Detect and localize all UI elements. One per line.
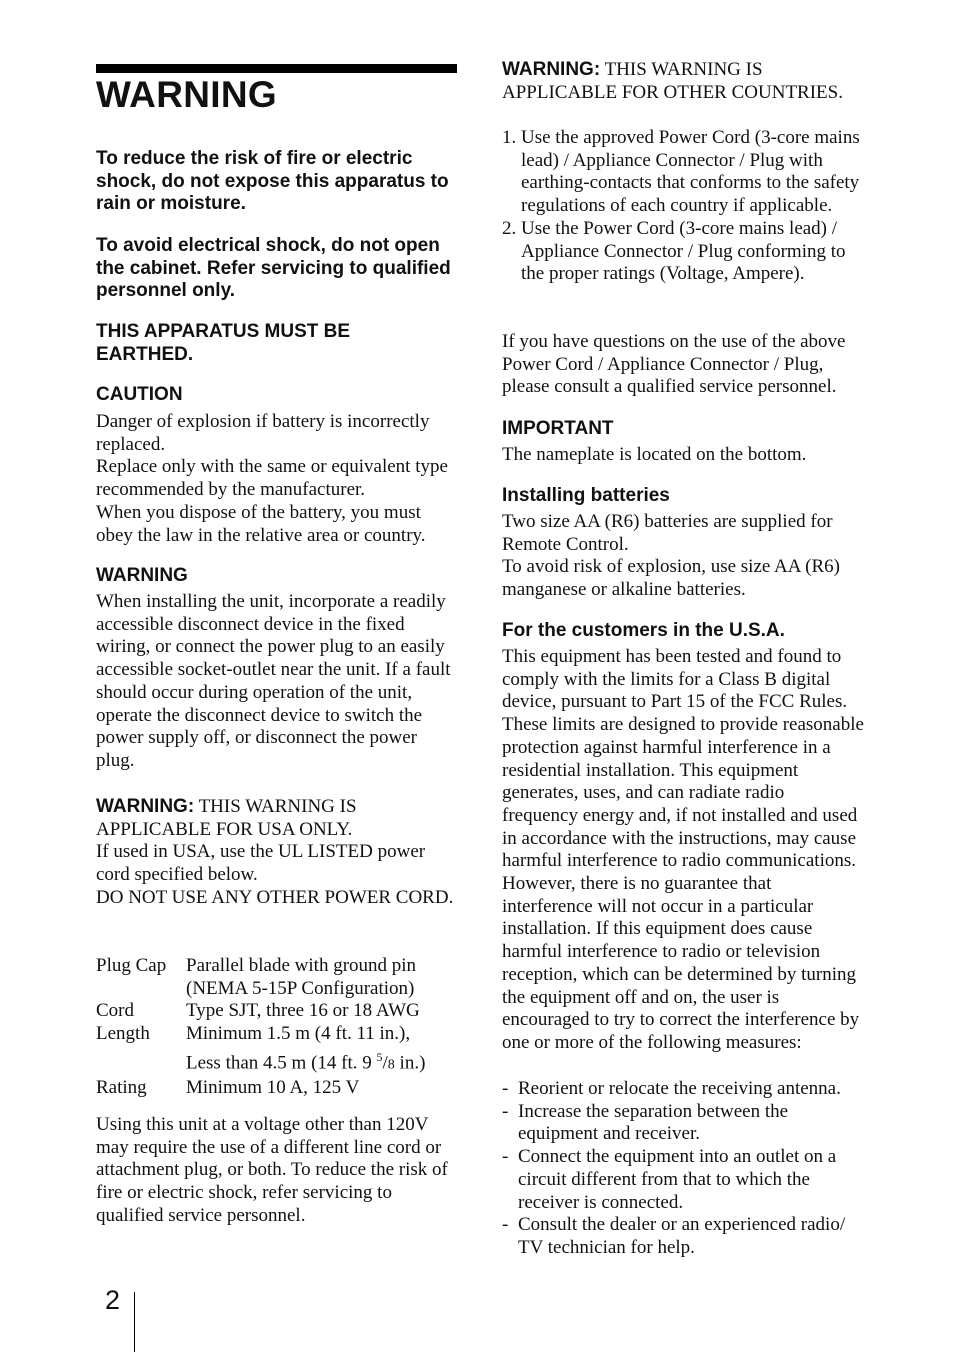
- list-dash: -: [502, 1146, 509, 1168]
- list-item-text: Use the Power Cord (3-core mains lead) / Appliance Connector / Plug conforming to the proper ratings (Voltage, Ampere).: [521, 217, 846, 285]
- caution-heading: CAUTION: [96, 384, 183, 405]
- questions-text: If you have questions on the use of the above Power Cord / Appliance Connector / Plug, please consult a qualified service personnel.: [502, 331, 846, 398]
- list-item-text: Reorient or relocate the receiving antenna.: [518, 1078, 841, 1099]
- spec-value: [186, 1023, 458, 1077]
- page-title: WARNING: [96, 74, 277, 115]
- list-dash: -: [502, 1078, 509, 1099]
- list-item: [502, 127, 864, 218]
- usa-warning-line: If used in USA, use the UL LISTED power cord specified below.: [96, 841, 426, 886]
- spec-value: [186, 955, 458, 1000]
- spec-value-line: (NEMA 5-15P Configuration): [186, 977, 415, 999]
- list-item: [502, 1078, 864, 1101]
- list-dash: -: [502, 1214, 509, 1236]
- important-text: The nameplate is located on the bottom.: [502, 444, 807, 465]
- spec-value-text: Less than 4.5 m (14 ft. 9: [186, 1052, 377, 1074]
- usa-warning-label: WARNING:: [96, 796, 195, 817]
- spec-key: Cord: [96, 1000, 134, 1022]
- other-warning-label: WARNING:: [502, 59, 601, 80]
- list-item: [502, 218, 864, 286]
- batteries-line: Two size AA (R6) batteries are supplied for Remote Control.: [502, 511, 833, 555]
- spec-value: Minimum 10 A, 125 V: [186, 1076, 360, 1098]
- usa-warning-line: DO NOT USE ANY OTHER POWER CORD.: [96, 886, 454, 908]
- list-dash: -: [502, 1100, 509, 1122]
- list-item: [502, 1146, 864, 1214]
- spec-value: Type SJT, three 16 or 18 AWG: [186, 1000, 420, 1022]
- list-item-text: Connect the equipment into an outlet on a circuit different from that to which the receiver is connected.: [518, 1146, 837, 1213]
- spec-key: Length: [96, 1023, 150, 1045]
- usa-warning-line: [96, 796, 458, 841]
- intro-warning-cabinet: To avoid electrical shock, do not open the cabinet. Refer servicing to qualified personnel only.: [96, 235, 451, 302]
- warning-heading: WARNING: [96, 565, 188, 586]
- list-item: [502, 1214, 864, 1259]
- usa-warning-line-text: THIS WARNING IS APPLICABLE FOR USA ONLY.: [96, 796, 357, 840]
- fcc-text: This equipment has been tested and found to comply with the limits for a Class B digital device, pursuant to Part 15 of the FCC Rules. These limits are designed to provide reasonable protection against harmful interference in a residential installation. This equipment generates, uses, and can radiate radio frequency energy and, if not installed and used in accordance with the instructions, may cause harmful interference to radio communications. However, there is no guarantee that interference will not occur in a particular installation. If this equipment does cause harmful interference to radio or television reception, which can be determined by turning the equipment off and on, the user is encouraged to try to correct the interference by one or more of the following measures:: [502, 646, 864, 1053]
- measures-list: [502, 1078, 864, 1260]
- spec-value-line: Minimum 1.5 m (4 ft. 11 in.),: [186, 1023, 411, 1045]
- list-item: [502, 1101, 864, 1146]
- caution-section: [96, 411, 458, 547]
- other-warning-text: THIS WARNING IS APPLICABLE FOR OTHER COUNTRIES.: [502, 59, 843, 103]
- other-countries-warning: [502, 59, 864, 104]
- spec-row-cord: [96, 1000, 458, 1023]
- spec-key: Rating: [96, 1076, 147, 1098]
- fraction-numerator: 5: [376, 1049, 383, 1064]
- list-item-text: Use the approved Power Cord (3-core mains lead) / Appliance Connector / Plug with earthing-contacts that conforms to the safety regulations of each country if applicable.: [521, 127, 860, 217]
- page-number-rule: [134, 1292, 135, 1352]
- cord-spec-table: [96, 955, 458, 1100]
- voltage-text: Using this unit at a voltage other than 120V may require the use of a different line cord or attachment plug, or both. To reduce the risk of fire or electric shock, refer servicing to qualified service personnel.: [96, 1114, 448, 1226]
- list-number: 2.: [502, 217, 517, 239]
- warning-text: When installing the unit, incorporate a readily accessible disconnect device in the fixed wiring, or connect the power plug to an easily accessible socket-outlet near the unit. If a fault should occur during operation of the unit, operate the disconnect device to switch the power supply off, or disconnect the power plug.: [96, 591, 451, 771]
- fraction-denominator: 8: [387, 1057, 395, 1073]
- important-heading: IMPORTANT: [502, 418, 614, 439]
- spec-row-length: [96, 1023, 458, 1077]
- intro-warning-moisture: To reduce the risk of fire or electric shock, do not expose this apparatus to rain or moisture.: [96, 148, 449, 215]
- intro-earthed: THIS APPARATUS MUST BE EARTHED.: [96, 321, 351, 365]
- list-item-text: Increase the separation between the equipment and receiver.: [518, 1100, 789, 1145]
- spec-value-line: Parallel blade with ground pin: [186, 955, 417, 976]
- caution-line: Replace only with the same or equivalent type recommended by the manufacturer.: [96, 456, 448, 501]
- caution-line: Danger of explosion if battery is incorrectly replaced.: [96, 411, 430, 455]
- spec-value-line: Less than 4.5 m (14 ft. 9 $^5$/8 in.): [186, 1049, 426, 1074]
- spec-row-plug-cap: [96, 955, 458, 1000]
- list-number: 1.: [502, 127, 517, 148]
- usa-customers-heading: For the customers in the U.S.A.: [502, 620, 785, 641]
- list-item-text: Consult the dealer or an experienced radio/ TV technician for help.: [518, 1214, 846, 1258]
- usa-warning-section: [96, 796, 458, 910]
- spec-value-text: in.): [394, 1052, 426, 1074]
- spec-key: Plug Cap: [96, 955, 167, 976]
- batteries-section: [502, 511, 864, 602]
- batteries-line: To avoid risk of explosion, use size AA (R6) manganese or alkaline batteries.: [502, 556, 840, 601]
- power-cord-list: [502, 127, 864, 286]
- caution-line: When you dispose of the battery, you must obey the law in the relative area or country.: [96, 501, 426, 546]
- spec-row-rating: [96, 1077, 458, 1100]
- batteries-heading: Installing batteries: [502, 485, 670, 506]
- page-number: 2: [105, 1285, 121, 1315]
